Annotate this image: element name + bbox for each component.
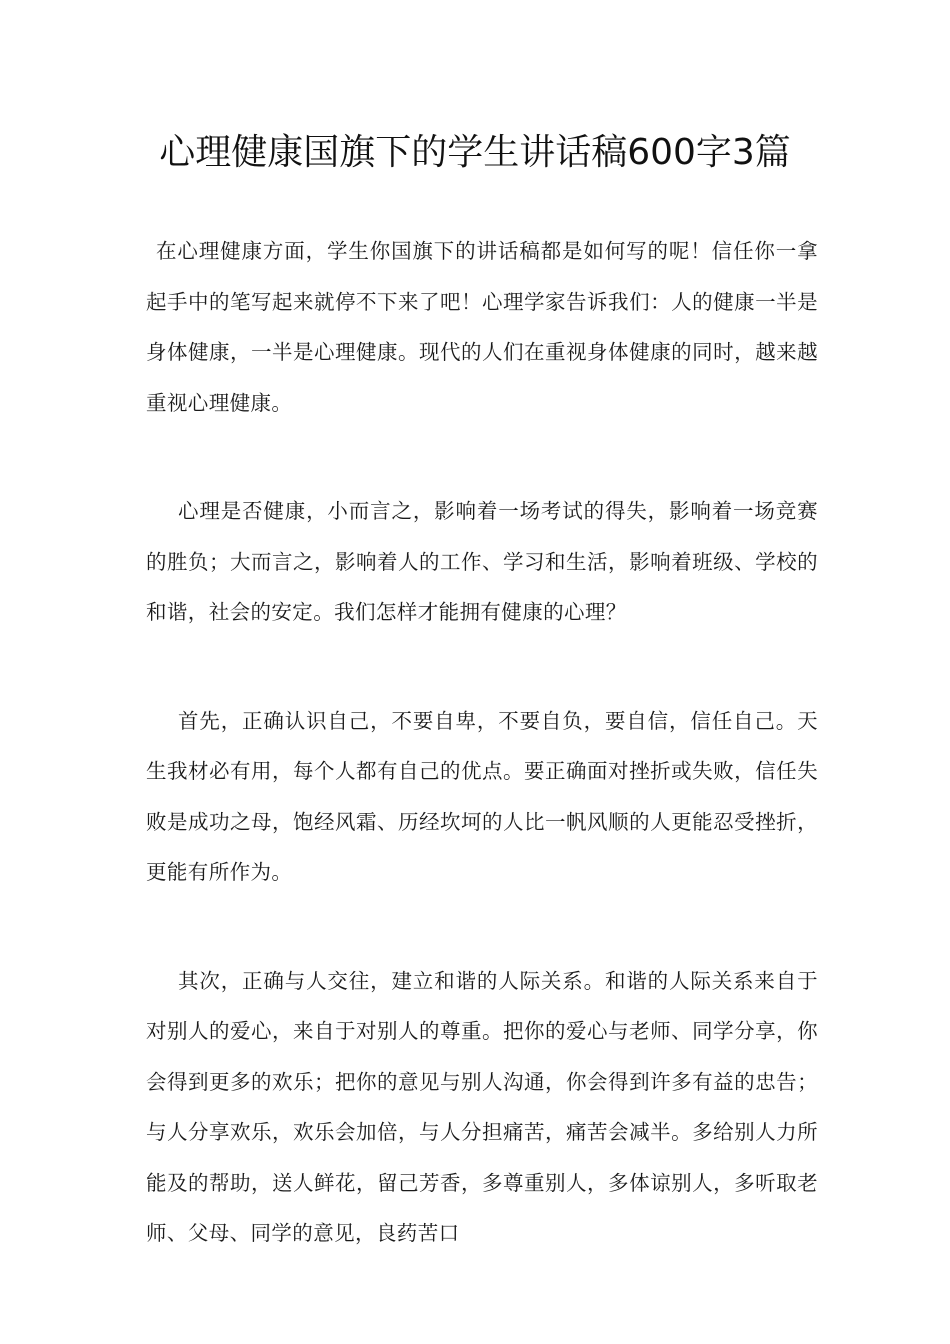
paragraph-3: 首先，正确认识自己，不要自卑，不要自负，要自信，信任自己。天生我材必有用，每个人都有自己的优点。要正确面对挫折或失败，信任失败是成功之母，饱经风霜、历经坎坷的人比一帆风顺的人更能忍受挫折，更能有所作为。 — [146, 708, 818, 884]
paragraph-gap — [146, 428, 818, 486]
document-title: 心理健康国旗下的学生讲话稿600字3篇 — [159, 132, 791, 173]
paragraph-gap — [146, 638, 818, 696]
paragraph-gap — [146, 898, 818, 956]
document-body — [146, 226, 818, 1259]
paragraph-1: 在心理健康方面，学生你国旗下的讲话稿都是如何写的呢！信任你一拿起手中的笔写起来就停不下来了吧！心理学家告诉我们：人的健康一半是身体健康，一半是心理健康。现代的人们在重视身体健康的同时，越来越重视心理健康。 — [146, 239, 818, 415]
paragraph-2: 心理是否健康，小而言之，影响着一场考试的得失，影响着一场竞赛的胜负；大而言之，影响着人的工作、学习和生活，影响着班级、学校的和谐，社会的安定。我们怎样才能拥有健康的心理？ — [146, 499, 818, 624]
paragraph-4: 其次，正确与人交往，建立和谐的人际关系。和谐的人际关系来自于对别人的爱心，来自于对别人的尊重。把你的爱心与老师、同学分享，你会得到更多的欢乐；把你的意见与别人沟通，你会得到许多有益的忠告；与人分享欢乐，欢乐会加倍，与人分担痛苦，痛苦会减半。多给别人力所能及的帮助，送人鲜花，留己芳香，多尊重别人，多体谅别人，多听取老师、父母、同学的意见，良药苦口 — [146, 968, 818, 1245]
